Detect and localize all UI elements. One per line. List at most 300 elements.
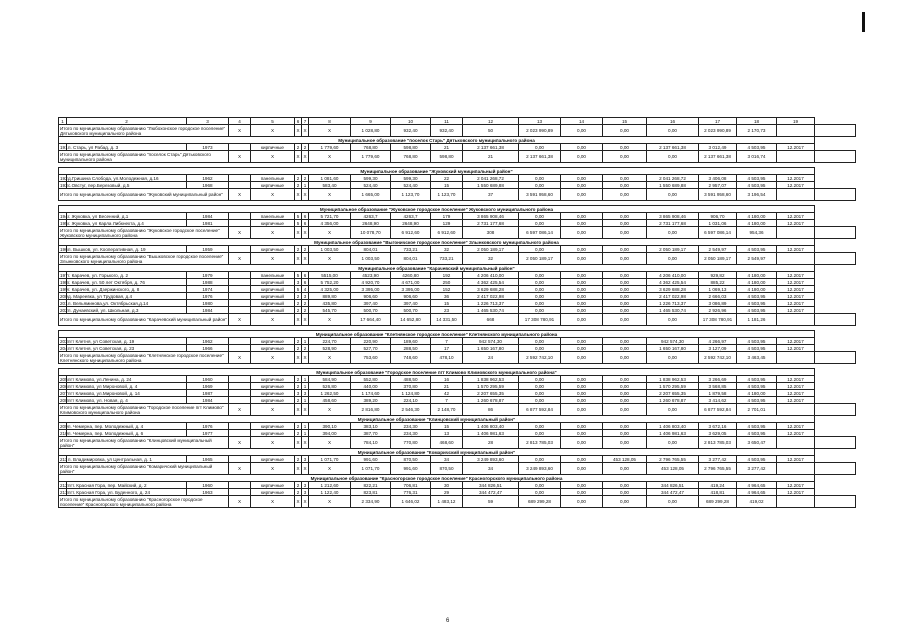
table-cell: 4 503,95 <box>737 397 777 404</box>
address-cell: п. Владимировка, ул Центральная, д. 1 <box>67 456 187 463</box>
table-cell: кирпичные <box>251 246 295 253</box>
table-cell: 204 <box>60 345 68 351</box>
subtotal-cell: 0,00 <box>561 404 603 416</box>
table-cell: 197 <box>60 272 68 278</box>
table-cell: кирпичные <box>251 345 295 352</box>
table-cell: 2 <box>302 144 309 151</box>
subtotal-cell: 2 050 189,17 <box>519 253 561 265</box>
table-cell <box>229 376 251 383</box>
table-cell <box>229 220 251 227</box>
subtotal-cell: 3 650,47 <box>737 437 777 449</box>
table-cell: 4 503,95 <box>737 376 777 383</box>
table-cell: 1 003,50 <box>309 246 351 253</box>
table-cell: 0,00 <box>561 489 603 496</box>
table-cell <box>229 307 251 314</box>
table-cell: 0,00 <box>519 376 561 383</box>
table-cell: 0,00 <box>603 489 647 496</box>
table-cell: 4 206 410,00 <box>647 272 699 279</box>
subtotal-cell: X <box>302 227 309 239</box>
table-cell: 1 779,60 <box>309 144 351 151</box>
subtotal-row <box>59 463 856 475</box>
table-cell: 13 <box>431 430 463 437</box>
table-cell: 4523,90 <box>351 272 391 279</box>
subtotal-cell: 0,00 <box>561 496 603 508</box>
subtotal-cell: X <box>229 227 251 239</box>
table-cell: 2 <box>302 345 309 352</box>
table-cell: 207 <box>60 390 68 396</box>
section-heading: Муниципальное образование "Городское поселение пгт Климово Климовского муниципального района" <box>59 369 815 376</box>
table-cell: кирпичные <box>251 397 295 404</box>
table-cell: 526,80 <box>309 383 351 390</box>
table-row <box>59 390 856 397</box>
subtotal-cell: 6 597 086,14 <box>519 227 561 239</box>
subtotal-cell: X <box>295 253 302 265</box>
table-cell: 419,24 <box>699 482 737 489</box>
table-cell: 189,60 <box>391 338 431 345</box>
section-heading-row <box>59 265 856 272</box>
table-cell: 12.2017 <box>777 286 815 293</box>
subtotal-cell: X <box>251 227 295 239</box>
subtotal-cell <box>815 253 856 265</box>
subtotal-cell: 0,00 <box>603 404 647 416</box>
subtotal-cell <box>777 496 815 508</box>
table-cell: 4 920,70 <box>351 279 391 286</box>
section-heading: Муниципальное образование "Жуковское городское поселение" Жуковского муниципального района <box>59 206 815 213</box>
table-cell: 4 180,00 <box>737 286 777 293</box>
table-cell: 4 964,65 <box>737 482 777 489</box>
table-cell: 195 <box>60 220 68 226</box>
table-cell: 4 266,97 <box>699 338 737 345</box>
table-cell: 212 <box>60 482 68 488</box>
subtotal-cell: 598,80 <box>431 151 463 163</box>
table-cell: 0,00 <box>603 390 647 397</box>
subtotal-cell: 2 816,80 <box>351 404 391 416</box>
subtotal-label: Итого по муниципальному образованию "Жуковский муниципальный район" <box>59 189 229 201</box>
subtotal-cell: X <box>295 496 302 508</box>
subtotal-cell: 2 137 661,38 <box>519 151 561 163</box>
table-cell: 1976 <box>187 293 229 300</box>
table-row <box>59 182 856 189</box>
subtotal-cell: 0,00 <box>647 125 699 137</box>
subtotal-cell: X <box>309 253 351 265</box>
address-cell: п. Чемерна, пер. Молодежный, д. 6 <box>67 430 187 437</box>
table-cell: 2 207 655,35 <box>463 390 519 397</box>
subtotal-cell: 6 912,60 <box>391 227 431 239</box>
table-cell: 397,40 <box>351 300 391 307</box>
subtotal-cell: X <box>229 125 251 137</box>
table-cell: 1973 <box>187 144 229 151</box>
table-cell: 0,00 <box>519 286 561 293</box>
column-number-cell: 17 <box>699 118 737 125</box>
subtotal-cell: 0,00 <box>561 189 603 201</box>
address-cell: г. Карачев, ул. Дзержинского, д. 8 <box>67 286 187 293</box>
subtotal-cell: 6 877 592,84 <box>519 404 561 416</box>
subtotal-cell: 478,10 <box>431 352 463 364</box>
table-cell: 12.2017 <box>777 175 815 182</box>
table-cell: 0,00 <box>519 489 561 496</box>
table-cell: 0,00 <box>561 397 603 404</box>
section-heading-row <box>59 369 856 376</box>
table-cell: 3 629 688,28 <box>647 286 699 293</box>
table-cell: 234,30 <box>391 430 431 437</box>
subtotal-cell <box>815 314 856 326</box>
section-heading-row <box>59 331 856 338</box>
subtotal-cell: X <box>229 496 251 508</box>
table-cell: 2 <box>302 307 309 314</box>
table-cell: 1 406 803,40 <box>647 423 699 430</box>
subtotal-cell: 0,00 <box>561 151 603 163</box>
table-cell: 0,00 <box>561 338 603 345</box>
table-cell: 208 <box>60 397 68 403</box>
subtotal-cell: X <box>229 253 251 265</box>
table-cell: 1 <box>302 430 309 437</box>
table-cell: 0,00 <box>519 213 561 220</box>
table-cell: 4 503,95 <box>737 345 777 352</box>
table-cell: 387,70 <box>351 430 391 437</box>
address-cell: г. Жуковка, ул Весенний, д.1 <box>67 213 187 220</box>
table-cell: 599,30 <box>351 175 391 182</box>
subtotal-cell: 2 592 742,10 <box>519 352 561 364</box>
subtotal-cell: X <box>251 496 295 508</box>
column-number-cell: 9 <box>351 118 391 125</box>
column-number-cell: 5 <box>251 118 295 125</box>
table-cell: 545,70 <box>309 307 351 314</box>
table-cell: 2 <box>295 397 302 404</box>
subtotal-cell: 3 463,45 <box>737 352 777 364</box>
table-cell: 211 <box>60 456 68 462</box>
table-cell: 0,00 <box>603 293 647 300</box>
table-cell: 929,82 <box>699 272 737 279</box>
subtotal-cell: X <box>229 189 251 201</box>
address-cell: пгт Климово, ул.Мироновой, д. 14 <box>67 390 187 397</box>
subtotal-cell: 0,00 <box>647 437 699 449</box>
subtotal-cell <box>777 227 815 239</box>
section-heading: Муниципальное образование "Клинцовский муниципальный район" <box>59 416 815 423</box>
table-cell: 210 <box>60 430 68 436</box>
table-cell: 1960 <box>187 482 229 489</box>
table-cell: 0,00 <box>519 338 561 345</box>
table-cell: 5 <box>295 286 302 293</box>
table-cell: кирпичные <box>251 220 295 227</box>
table-cell: 12.2017 <box>777 489 815 496</box>
table-cell: 0,00 <box>603 286 647 293</box>
table-cell: 4 362 425,54 <box>463 279 519 286</box>
subtotal-row <box>59 227 856 239</box>
address-cell: г. Карачев, ул. Горького, д. 2 <box>67 272 187 279</box>
table-cell: 3 <box>302 293 309 300</box>
table-cell: 1988 <box>187 279 229 286</box>
subtotal-cell: X <box>302 437 309 449</box>
table-cell: 34 <box>431 456 463 463</box>
table-cell: 4 325,00 <box>309 286 351 293</box>
table-cell: 4 503,95 <box>737 144 777 151</box>
subtotal-cell <box>815 437 856 449</box>
table-cell: 4 206 410,00 <box>463 272 519 279</box>
table-row <box>59 423 856 430</box>
table-cell: 885,22 <box>699 279 737 286</box>
table-cell: 1966 <box>187 345 229 352</box>
table-cell: 1 174,60 <box>351 390 391 397</box>
table-cell: 5 752,20 <box>309 279 351 286</box>
section-heading: Муниципальное образование "Красногорское городское поселение" Красногорского муниципального района <box>59 475 815 482</box>
subtotal-cell: X <box>229 404 251 416</box>
table-cell: 0,00 <box>603 272 647 279</box>
table-cell: 3 629,05 <box>699 430 737 437</box>
table-cell: 2 <box>295 293 302 300</box>
table-cell: 453 128,05 <box>603 456 647 463</box>
table-cell: 4 180,00 <box>737 272 777 279</box>
table-cell: 205 <box>60 376 68 382</box>
table-cell: 583,40 <box>309 182 351 189</box>
table-cell: 2 <box>295 307 302 314</box>
subtotal-cell: 50 <box>463 125 519 137</box>
subtotal-cell: 768,80 <box>391 151 431 163</box>
subtotal-cell: 870,50 <box>431 463 463 475</box>
subtotal-cell: 2 813 785,03 <box>519 437 561 449</box>
subtotal-cell: X <box>309 437 351 449</box>
table-cell: 4 180,00 <box>737 279 777 286</box>
subtotal-cell: X <box>251 253 295 265</box>
table-cell: 3 <box>295 390 302 397</box>
table-cell: 179 <box>431 213 463 220</box>
table-cell: 1 <box>302 376 309 383</box>
subtotal-cell: 2 050 189,17 <box>699 253 737 265</box>
subtotal-cell: 0,00 <box>647 496 699 508</box>
table-cell: 2 041 268,72 <box>647 175 699 182</box>
subtotal-cell: X <box>309 227 351 239</box>
table-cell: 201 <box>60 300 68 306</box>
table-cell: 200 <box>60 293 68 299</box>
table-cell: 4 356,00 <box>309 220 351 227</box>
subtotal-cell: 0,00 <box>647 227 699 239</box>
table-cell: 3 568,85 <box>699 383 737 390</box>
subtotal-cell: X <box>302 314 309 326</box>
table-cell: 12.2017 <box>777 390 815 397</box>
table-cell: 397,40 <box>391 300 431 307</box>
table-cell: 2 <box>302 175 309 182</box>
subtotal-cell: 1 123,70 <box>431 189 463 201</box>
table-cell: 0,00 <box>561 286 603 293</box>
table-cell: 224,10 <box>391 397 431 404</box>
table-cell: 0,00 <box>519 144 561 151</box>
subtotal-cell: X <box>309 125 351 137</box>
table-cell: 3 <box>302 390 309 397</box>
subtotal-cell: 0,00 <box>647 253 699 265</box>
subtotal-row <box>59 151 856 163</box>
table-cell: 458,60 <box>309 397 351 404</box>
subtotal-cell: X <box>309 352 351 364</box>
table-cell: 3 <box>302 482 309 489</box>
section-heading-row <box>59 475 856 482</box>
table-cell: 2 050 189,17 <box>463 246 519 253</box>
table-cell: 1977 <box>187 430 229 437</box>
table-row <box>59 430 856 437</box>
table-cell: 3 <box>295 279 302 286</box>
table-cell: 0,00 <box>603 246 647 253</box>
subtotal-cell: X <box>251 189 295 201</box>
table-cell: 12.2017 <box>777 220 815 227</box>
table-cell: 1 <box>302 182 309 189</box>
subtotal-label: Итого по муниципальному образованию "Клетнянское городское поселение" Клетнянского муниципального района <box>59 352 229 364</box>
table-cell: 1 879,58 <box>699 390 737 397</box>
table-cell: 12.2017 <box>777 397 815 404</box>
table-cell: 4 180,00 <box>737 213 777 220</box>
table-row <box>59 338 856 345</box>
subtotal-cell: 0,00 <box>603 253 647 265</box>
table-cell: 1965 <box>187 456 229 463</box>
table-cell: кирпичные <box>251 182 295 189</box>
subtotal-cell: 1 646,02 <box>391 496 431 508</box>
table-cell: 194 <box>60 213 68 219</box>
table-cell: 500,70 <box>351 307 391 314</box>
column-number-cell: 15 <box>603 118 647 125</box>
table-cell: 390,10 <box>309 423 351 430</box>
table-body <box>59 118 856 508</box>
table-cell: 804,01 <box>351 246 391 253</box>
table-cell: 942 574,30 <box>463 338 519 345</box>
table-cell: 1 069,13 <box>699 286 737 293</box>
table-cell: 1962 <box>187 338 229 345</box>
subtotal-row <box>59 125 856 137</box>
table-cell: 0,00 <box>603 345 647 352</box>
table-cell: 2 666,03 <box>699 293 737 300</box>
table-cell: 21 <box>431 144 463 151</box>
table-cell: 2 417 022,98 <box>463 293 519 300</box>
table-cell: 3 127,09 <box>699 345 737 352</box>
table-cell: 344 826,51 <box>463 482 519 489</box>
column-number-cell: 11 <box>431 118 463 125</box>
table-cell <box>229 345 251 352</box>
subtotal-cell: 21 <box>463 151 519 163</box>
subtotal-row <box>59 496 856 508</box>
table-cell: 0,00 <box>561 213 603 220</box>
table-cell: 1 406 981,63 <box>647 430 699 437</box>
subtotal-cell: 0,00 <box>647 314 699 326</box>
subtotal-cell: 0,00 <box>603 125 647 137</box>
table-cell: 4 <box>302 286 309 293</box>
table-cell: 552,80 <box>351 376 391 383</box>
table-cell: 1984 <box>187 307 229 314</box>
address-cell: п. Старь, ул Рабад, д. 3 <box>67 144 187 151</box>
subtotal-cell: X <box>309 496 351 508</box>
subtotal-cell: X <box>295 463 302 475</box>
table-cell: 2 041 268,72 <box>463 175 519 182</box>
table-cell: 524,40 <box>391 182 431 189</box>
table-cell: 2 <box>295 182 302 189</box>
table-cell: кирпичный <box>251 300 295 307</box>
table-cell: 0,00 <box>561 482 603 489</box>
table-cell: кирпичный <box>251 293 295 300</box>
subtotal-cell: 1 779,60 <box>351 151 391 163</box>
table-cell: 3 395,00 <box>391 286 431 293</box>
table-row <box>59 456 856 463</box>
subtotal-row <box>59 314 856 326</box>
table-cell: 1 570 295,59 <box>647 383 699 390</box>
table-cell: 1 081,60 <box>309 175 351 182</box>
subtotal-cell <box>777 437 815 449</box>
table-cell: 0,00 <box>603 482 647 489</box>
table-cell: 6 <box>302 213 309 220</box>
table-cell: 0,00 <box>519 279 561 286</box>
table-cell: 1979 <box>187 272 229 279</box>
table-cell: 5 <box>295 272 302 279</box>
subtotal-cell: 2 549,97 <box>737 253 777 265</box>
table-cell: 4 503,95 <box>737 338 777 345</box>
table-cell: 0,00 <box>603 338 647 345</box>
column-number-row <box>59 118 856 125</box>
section-heading: Муниципальное образование "Выгоничское городское поселение" Злынковского муниципального района <box>59 239 815 246</box>
table-cell: 1 260 678,87 <box>647 397 699 404</box>
subtotal-cell: 453 128,05 <box>647 463 699 475</box>
table-cell: 196 <box>60 246 68 252</box>
table-cell: 2 <box>295 300 302 307</box>
table-cell: 12.2017 <box>777 338 815 345</box>
column-number-cell: 1 <box>59 118 67 125</box>
subtotal-cell: X <box>302 496 309 508</box>
table-cell <box>229 279 251 286</box>
table-cell: 213 <box>60 489 68 495</box>
table-cell: 2648,90 <box>351 220 391 227</box>
address-cell: с.Овстуг, пер.Березовый, д.5 <box>67 182 187 189</box>
table-cell: 0,00 <box>561 220 603 227</box>
table-cell: 2 137 661,38 <box>647 144 699 151</box>
table-cell: 16 <box>431 376 463 383</box>
table-cell: 1 550 689,88 <box>463 182 519 189</box>
table-cell: 0,00 <box>561 376 603 383</box>
subtotal-cell: 0,00 <box>647 189 699 201</box>
subtotal-label: Итого по муниципальному образованию "Комаричский муниципальный район" <box>59 463 229 475</box>
table-cell: 0,00 <box>561 307 603 314</box>
table-cell: 1962 <box>187 175 229 182</box>
table-cell: 527,70 <box>351 345 391 352</box>
subtotal-cell <box>777 314 815 326</box>
section-heading-row <box>59 239 856 246</box>
table-cell: 15 <box>431 182 463 189</box>
table-cell: 2 796 765,55 <box>647 456 699 463</box>
subtotal-row <box>59 352 856 364</box>
subtotal-cell: 1 181,26 <box>737 314 777 326</box>
table-cell: 0,00 <box>561 246 603 253</box>
table-cell <box>229 383 251 390</box>
table-cell: 0,00 <box>561 144 603 151</box>
column-number-cell: 14 <box>561 118 603 125</box>
table-cell: кирпичные <box>251 489 295 496</box>
page-number: 6 <box>446 618 450 624</box>
table-cell: 2 <box>295 345 302 352</box>
table-cell: 4 362 425,54 <box>647 279 699 286</box>
subtotal-cell <box>777 404 815 416</box>
section-heading-row <box>59 168 856 175</box>
table-cell: 4 503,95 <box>737 246 777 253</box>
table-cell: 1 838 962,53 <box>463 376 519 383</box>
table-cell <box>229 482 251 489</box>
table-cell: 4 180,00 <box>737 390 777 397</box>
subtotal-cell: 689 299,28 <box>699 496 737 508</box>
table-cell: 435,80 <box>309 300 351 307</box>
subtotal-cell: 6 597 086,14 <box>699 227 737 239</box>
table-cell: 12.2017 <box>777 279 815 286</box>
table-cell: кирпичный <box>251 286 295 293</box>
subtotal-cell: 419,02 <box>737 496 777 508</box>
table-cell: 0,00 <box>519 390 561 397</box>
subtotal-cell: 1 028,80 <box>351 125 391 137</box>
table-cell <box>229 293 251 300</box>
table-cell: 5 721,70 <box>309 213 351 220</box>
table-cell: 0,00 <box>561 423 603 430</box>
table-row <box>59 383 856 390</box>
table-cell: 2 <box>295 456 302 463</box>
table-cell: 440,00 <box>351 383 391 390</box>
